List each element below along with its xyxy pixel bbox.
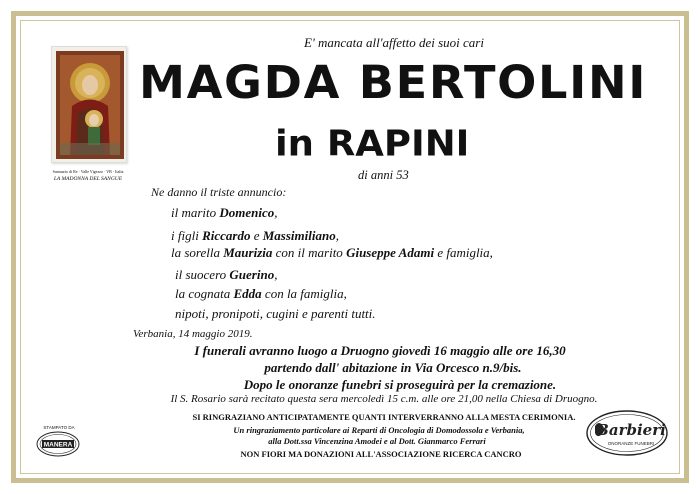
- printer-label: STAMPATO DA: [43, 425, 75, 430]
- thanks-line: Un ringraziamento particolare ai Reparti di Oncologia di Domodossola e Verbania,: [233, 425, 525, 435]
- printer-logo-icon: [36, 431, 80, 457]
- deceased-name: MAGDA BERTOLINI: [139, 56, 648, 109]
- icon-caption-location: Santuario di Re · Valle Vigezzo · VB · Italia: [52, 169, 124, 174]
- funeral-home-tagline: ONORANZE FUNEBRI: [607, 441, 655, 446]
- thanks-line: SI RINGRAZIANO ANTICIPATAMENTE QUANTI INTERVERRANNO ALLA MESTA CERIMONIA.: [192, 412, 576, 422]
- announcement-line: Ne danno il triste annuncio:: [151, 185, 287, 199]
- printer-name: MANERA: [43, 441, 73, 449]
- madonna-painting-icon: [56, 51, 124, 159]
- relative-line: il suocero Guerino,: [175, 267, 278, 282]
- relative-line: i figli Riccardo e Massimiliano,: [171, 228, 339, 243]
- relative-line: il marito Domenico,: [171, 205, 278, 220]
- funeral-line: Dopo le onoranze funebri si proseguirà per la cremazione.: [243, 377, 557, 392]
- funeral-line: I funerali avranno luogo a Druogno giovedì 16 maggio alle ore 16,30: [194, 343, 566, 358]
- relative-line: nipoti, pronipoti, cugini e parenti tutti.: [175, 306, 376, 321]
- place-date: Verbania, 14 maggio 2019.: [133, 328, 253, 340]
- icon-caption-title: LA MADONNA DEL SANGUE: [53, 176, 123, 182]
- funeral-home-name: Barbieri: [596, 421, 666, 439]
- rosary-line: Il S. Rosario sarà recitato questa sera mercoledì 15 c.m. alle ore 21,00 nella Chiesa di Druogno.: [170, 393, 598, 405]
- donations-line: NON FIORI MA DONAZIONI ALL'ASSOCIAZIONE RICERCA CANCRO: [240, 449, 522, 459]
- madonna-icon-image: [51, 46, 127, 163]
- married-name: in RAPINI: [275, 122, 470, 165]
- age-line: di anni 53: [358, 168, 409, 182]
- funeral-line: partendo dall' abitazione in Via Orcesco n.9/bis.: [264, 360, 522, 375]
- relative-line: la cognata Edda con la famiglia,: [175, 286, 347, 301]
- intro-line: E' mancata all'affetto dei suoi cari: [304, 35, 484, 50]
- thanks-line: alla Dott.ssa Vincenzina Amodei e al Dott. Gianmarco Ferrari: [268, 436, 486, 446]
- relative-line: la sorella Maurizia con il marito Giuseppe Adami e famiglia,: [171, 245, 493, 260]
- funeral-home-logo-icon: [585, 408, 669, 458]
